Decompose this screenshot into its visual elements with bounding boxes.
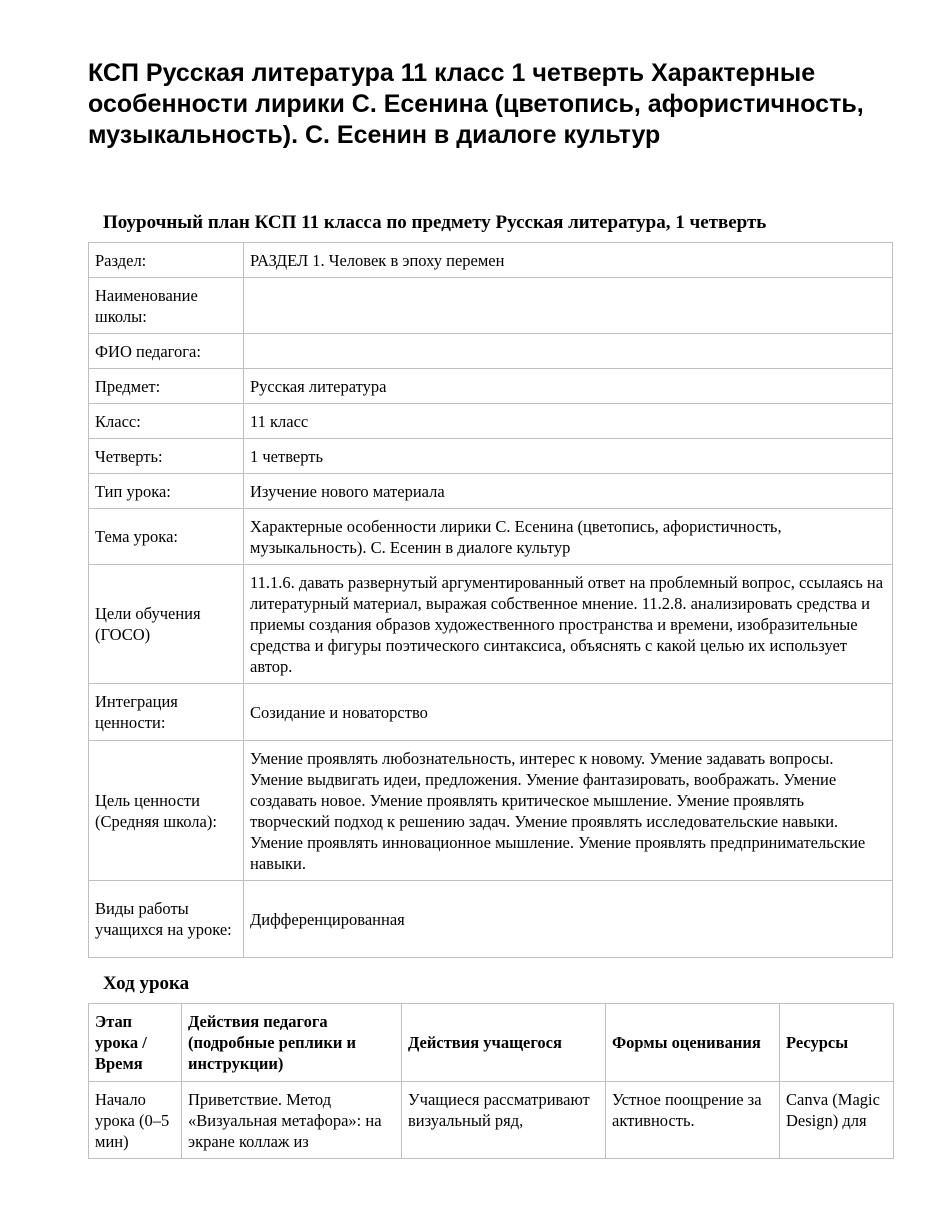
info-key: Тип урока: bbox=[89, 474, 244, 509]
info-key: Раздел: bbox=[89, 243, 244, 278]
info-key: Предмет: bbox=[89, 369, 244, 404]
resources-cell: Canva (Magic Design) для bbox=[780, 1082, 894, 1159]
info-key: Цель ценности (Средняя школа): bbox=[89, 741, 244, 881]
stage-cell: Начало урока (0–5 мин) bbox=[89, 1082, 182, 1159]
info-key: Цели обучения (ГОСО) bbox=[89, 565, 244, 684]
lesson-flow-heading: Ход урока bbox=[103, 973, 190, 994]
table-row bbox=[89, 565, 893, 684]
info-value bbox=[244, 278, 893, 334]
info-value bbox=[244, 334, 893, 369]
info-key: Четверть: bbox=[89, 439, 244, 474]
info-key: Интеграция ценности: bbox=[89, 684, 244, 741]
table-row bbox=[89, 278, 893, 334]
info-value: Русская литература bbox=[244, 369, 893, 404]
info-value: 11.1.6. давать развернутый аргументированный ответ на проблемный вопрос, ссылаясь на литературный материал, выражая собственное мнение. 11.2.8. анализировать средства и приемы создания образов художественного пространства и времени, изобразительные средства и фигуры поэтического синтаксиса, объяснять с какой целью их использует автор. bbox=[244, 565, 893, 684]
info-key: Наименование школы: bbox=[89, 278, 244, 334]
table-row bbox=[89, 881, 893, 958]
info-key: Тема урока: bbox=[89, 509, 244, 565]
lesson-info-table bbox=[88, 242, 893, 958]
table-row bbox=[89, 439, 893, 474]
lesson-flow-table bbox=[88, 1003, 894, 1159]
column-header-resources: Ресурсы bbox=[780, 1004, 894, 1082]
student-actions-cell: Учащиеся рассматривают визуальный ряд, bbox=[402, 1082, 606, 1159]
table-row bbox=[89, 509, 893, 565]
table-row bbox=[89, 369, 893, 404]
column-header-teacher-actions: Действия педагога (подробные реплики и инструкции) bbox=[182, 1004, 402, 1082]
info-value: 1 четверть bbox=[244, 439, 893, 474]
column-header-assessment: Формы оценивания bbox=[606, 1004, 780, 1082]
info-value: РАЗДЕЛ 1. Человек в эпоху перемен bbox=[244, 243, 893, 278]
info-value: Умение проявлять любознательность, интерес к новому. Умение задавать вопросы. Умение выдвигать идеи, предложения. Умение фантазировать, воображать. Умение создавать новое. Умение проявлять критическое мышление. Умение проявлять творческий подход к решению задач. Умение проявлять исследовательские навыки. Умение проявлять инновационное мышление. Умение проявлять предпринимательские навыки. bbox=[244, 741, 893, 881]
teacher-actions-cell: Приветствие. Метод «Визуальная метафора»: на экране коллаж из bbox=[182, 1082, 402, 1159]
info-value: Дифференцированная bbox=[244, 881, 893, 958]
info-value: Характерные особенности лирики С. Есенина (цветопись, афористичность, музыкальность). С. Есенин в диалоге культур bbox=[244, 509, 893, 565]
info-value: 11 класс bbox=[244, 404, 893, 439]
table-row bbox=[89, 334, 893, 369]
document-title: КСП Русская литература 11 класс 1 четверть Характерные особенности лирики С. Есенина (цветопись, афористичность, музыкальность). С. Есенин в диалоге культур bbox=[88, 59, 864, 149]
table-row bbox=[89, 741, 893, 881]
info-key: Класс: bbox=[89, 404, 244, 439]
assessment-cell: Устное поощрение за активность. bbox=[606, 1082, 780, 1159]
column-header-stage: Этап урока / Время bbox=[89, 1004, 182, 1082]
table-row bbox=[89, 243, 893, 278]
info-value: Созидание и новаторство bbox=[244, 684, 893, 741]
table-row bbox=[89, 684, 893, 741]
info-key: Виды работы учащихся на уроке: bbox=[89, 881, 244, 958]
info-value: Изучение нового материала bbox=[244, 474, 893, 509]
column-header-student-actions: Действия учащегося bbox=[402, 1004, 606, 1082]
info-key: ФИО педагога: bbox=[89, 334, 244, 369]
table-row bbox=[89, 1082, 894, 1159]
plan-subtitle: Поурочный план КСП 11 класса по предмету Русская литература, 1 четверть bbox=[103, 212, 767, 233]
table-row bbox=[89, 474, 893, 509]
table-row bbox=[89, 404, 893, 439]
table-header-row bbox=[89, 1004, 894, 1082]
